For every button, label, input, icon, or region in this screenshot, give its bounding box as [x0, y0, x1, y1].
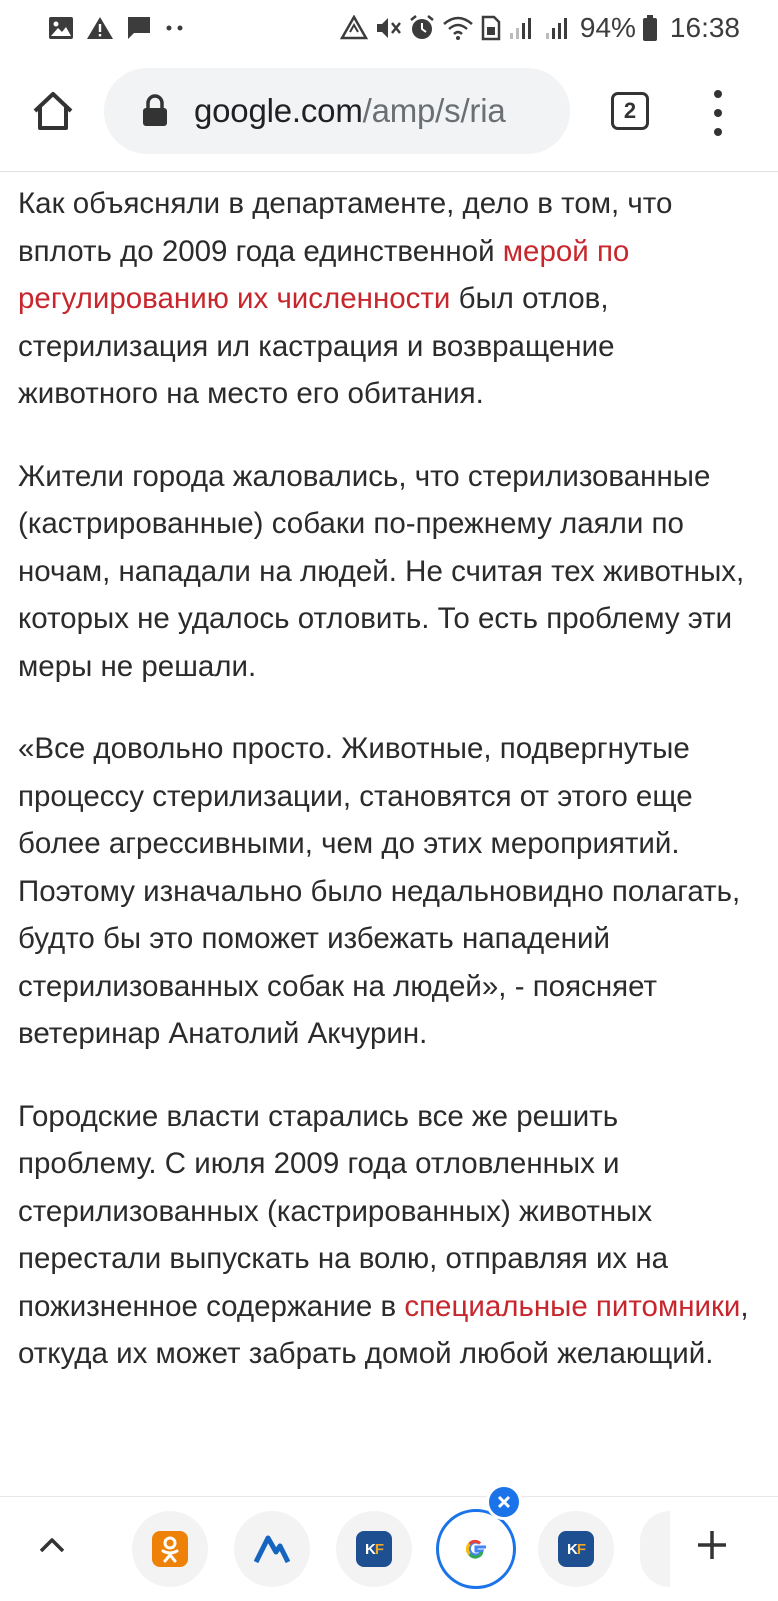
close-icon: [496, 1494, 512, 1510]
google-icon: [461, 1534, 491, 1564]
menu-button[interactable]: [700, 90, 736, 136]
tab-thumbnail[interactable]: [538, 1511, 614, 1587]
mute-icon: [374, 15, 402, 41]
menu-dot: [714, 90, 722, 98]
url-text: [194, 92, 505, 130]
app-logo-icon: [254, 1534, 290, 1564]
image-icon: [48, 16, 74, 40]
clock: 16:38: [669, 12, 740, 43]
status-right-icons: [340, 12, 740, 44]
battery-icon: [642, 14, 658, 42]
lock-icon: [140, 94, 170, 128]
kf-logo-icon: [558, 1531, 594, 1567]
browser-toolbar: [0, 56, 778, 172]
paragraph-text: Как объясняли в департаменте, дело в том, что вплоть до 2009 года единственной: [18, 187, 673, 268]
url-path: /amp/s/ria: [362, 92, 506, 129]
article-paragraph: Жители города жаловались, что стерилизованные (кастрированные) собаки по-прежнему лаяли по ночам, нападали на людей. Не считая тех животных, которых не удалось отловить. То есть проблему эти меры не решали.: [18, 459, 745, 683]
article-link[interactable]: специальные питомники: [404, 1289, 741, 1323]
new-tab-button[interactable]: [688, 1521, 736, 1569]
plus-icon: [695, 1528, 729, 1562]
data-saver-icon: [340, 15, 368, 41]
tab-thumbnail-active[interactable]: [436, 1509, 516, 1589]
article-paragraph: [18, 180, 758, 418]
tab-thumbnail[interactable]: [234, 1511, 310, 1587]
tab-strip: [0, 1496, 778, 1601]
home-button[interactable]: [28, 86, 78, 136]
sim-icon: [480, 15, 502, 41]
status-left-icons: [48, 15, 186, 41]
article-paragraph: [18, 1093, 758, 1378]
paragraph-text: Городские власти старались все же решить проблему. С июля 2009 года отловленных и стерилизованных (кастрированных) животных перестали выпускать на волю, отправляя их на пожизненное содержание в: [18, 1099, 669, 1323]
close-tab-button[interactable]: [486, 1484, 522, 1520]
battery-percent: 94%: [579, 12, 636, 43]
wifi-icon: [442, 15, 474, 41]
url-host: google.com: [194, 92, 363, 129]
chevron-up-icon: [37, 1535, 67, 1555]
more-dots-icon: [164, 23, 186, 33]
tab-thumbnail[interactable]: [132, 1511, 208, 1587]
article-content: [18, 180, 758, 1472]
paragraph-text: был отлов, стерилизация ил кастрация и возвращение животного на место его обитания.: [18, 282, 615, 410]
article-link[interactable]: мерой по регулированию их численности: [18, 234, 630, 315]
tab-switcher-button[interactable]: [611, 92, 649, 130]
kf-logo-icon: [356, 1531, 392, 1567]
message-icon: [126, 15, 152, 41]
kf-letter-f: F: [576, 1540, 585, 1558]
expand-tabs-button[interactable]: [30, 1523, 74, 1567]
tab-thumbnail-partial[interactable]: [640, 1511, 670, 1587]
signal-icon: [508, 15, 538, 41]
tab-thumbnail[interactable]: [336, 1511, 412, 1587]
paragraph-text: , откуда их может забрать домой любой желающий.: [18, 1289, 749, 1370]
alarm-icon: [408, 14, 436, 42]
menu-dot: [714, 109, 722, 117]
signal-icon: [544, 15, 574, 41]
kf-letter-k: K: [566, 1540, 577, 1558]
article-paragraph: «Все довольно просто. Животные, подвергнутые процессу стерилизации, становятся от этого еще более агрессивными, чем до этих мероприятий. Поэтому изначально было недальновидно полагать, будто бы это поможет избежать нападений стерилизованных собак на людей», - поясняет ветеринар Анатолий Акчурин.: [18, 732, 741, 1050]
address-bar[interactable]: [104, 68, 570, 154]
kf-letter-f: F: [374, 1540, 383, 1558]
tab-count: 2: [623, 98, 637, 123]
menu-dot: [714, 128, 722, 136]
odnoklassniki-icon: [152, 1531, 188, 1567]
home-icon: [31, 89, 75, 133]
warning-icon: [86, 16, 114, 40]
status-bar: [0, 0, 778, 56]
kf-letter-k: K: [364, 1540, 375, 1558]
